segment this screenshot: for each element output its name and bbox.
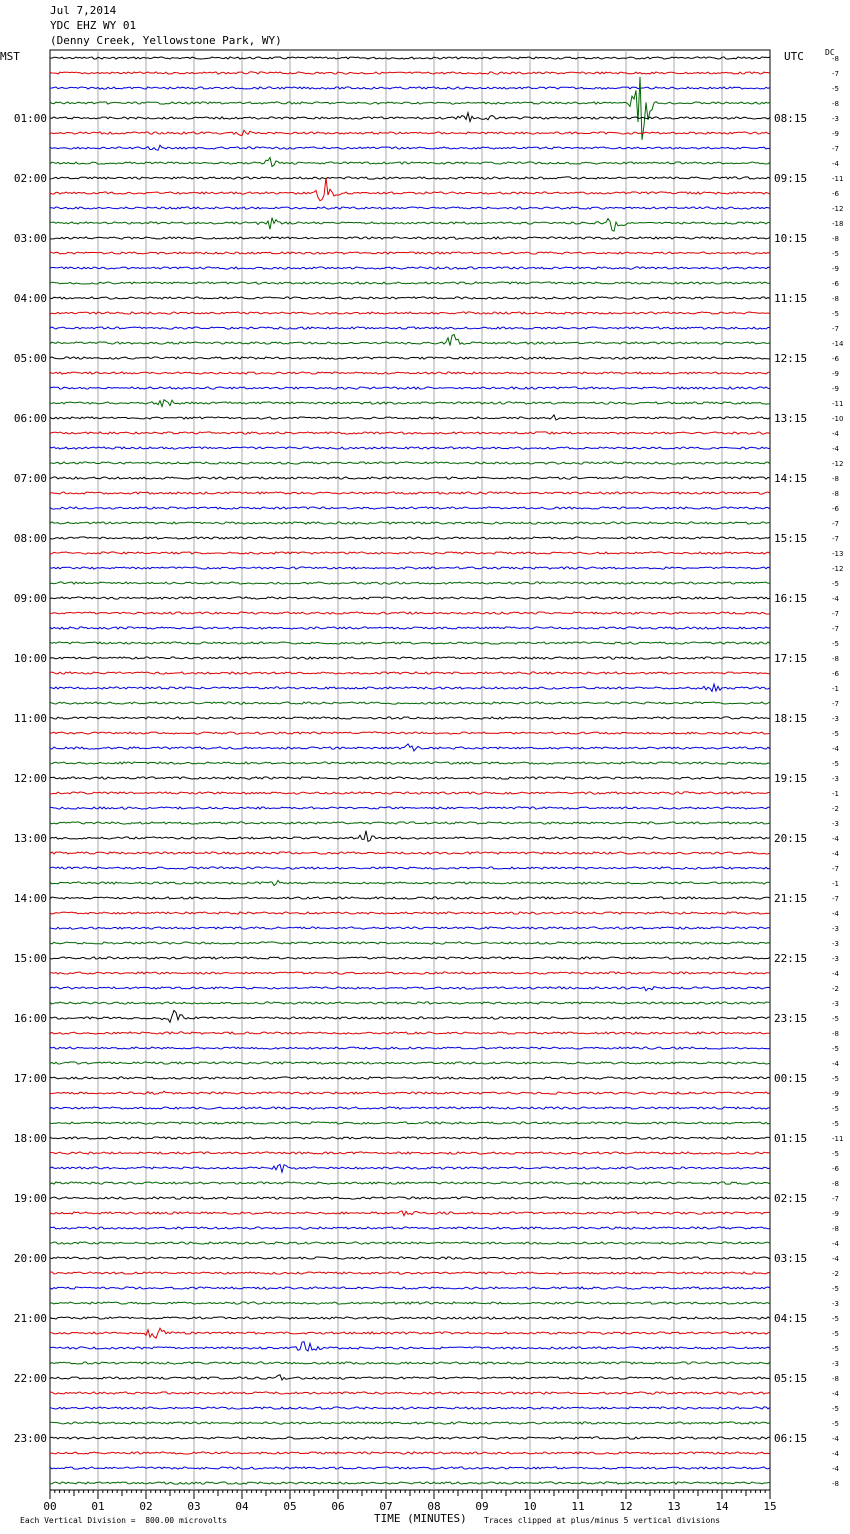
dc-offset-value: -4 — [832, 1450, 839, 1458]
dc-offset-header: DC — [825, 48, 835, 57]
x-tick-label: 07 — [379, 1500, 393, 1513]
right-hour-label: 02:15 — [774, 1192, 808, 1205]
dc-offset-value: -4 — [832, 835, 839, 843]
dc-offset-value: -9 — [832, 370, 839, 378]
trace-row — [50, 927, 770, 929]
left-hour-label: 22:00 — [13, 1372, 47, 1385]
trace-row — [50, 237, 770, 239]
trace-row — [50, 1182, 770, 1184]
dc-offset-value: -18 — [832, 220, 844, 228]
trace-row — [50, 177, 770, 179]
dc-offset-value: -8 — [832, 1225, 839, 1233]
dc-offset-value: -4 — [832, 595, 839, 603]
dc-offset-value: -11 — [832, 400, 844, 408]
plot-frame — [50, 50, 770, 1490]
left-hour-label: 08:00 — [13, 532, 47, 545]
dc-offset-value: -5 — [832, 1315, 839, 1323]
right-hour-label: 20:15 — [774, 832, 808, 845]
dc-offset-value: -9 — [832, 385, 839, 393]
trace-row — [50, 822, 770, 824]
dc-offset-value: -7 — [832, 895, 839, 903]
right-hour-label: 12:15 — [774, 352, 808, 365]
right-hour-label: 00:15 — [774, 1072, 808, 1085]
dc-offset-value: -9 — [832, 130, 839, 138]
dc-offset-value: -4 — [832, 1465, 839, 1473]
right-hour-label: 09:15 — [774, 172, 808, 185]
left-hour-label: 23:00 — [13, 1432, 47, 1445]
trace-row — [50, 218, 770, 232]
left-hour-label: 06:00 — [13, 412, 47, 425]
dc-offset-value: -8 — [832, 295, 839, 303]
left-hour-label: 14:00 — [13, 892, 47, 905]
trace-row — [50, 1392, 770, 1394]
trace-row — [50, 77, 770, 140]
dc-offset-value: -6 — [832, 355, 839, 363]
right-hour-label: 13:15 — [774, 412, 808, 425]
right-hour-label: 18:15 — [774, 712, 808, 725]
left-hour-label: 03:00 — [13, 232, 47, 245]
dc-offset-value: -3 — [832, 925, 839, 933]
dc-offset-value: -8 — [832, 1180, 839, 1188]
trace-row — [50, 522, 770, 524]
dc-offset-value: -9 — [832, 265, 839, 273]
dc-offset-value: -3 — [832, 955, 839, 963]
trace-row — [50, 1062, 770, 1064]
trace-row — [50, 1437, 770, 1439]
trace-row — [50, 1197, 770, 1199]
dc-offset-value: -4 — [832, 445, 839, 453]
x-tick-label: 12 — [619, 1500, 633, 1513]
right-hour-label: 16:15 — [774, 592, 808, 605]
left-hour-label: 15:00 — [13, 952, 47, 965]
dc-offset-value: -4 — [832, 1240, 839, 1248]
dc-offset-value: -7 — [832, 865, 839, 873]
trace-row — [50, 852, 770, 854]
dc-offset-value: -5 — [832, 310, 839, 318]
trace-row — [50, 672, 770, 674]
left-hour-label: 17:00 — [13, 1072, 47, 1085]
trace-row — [50, 207, 770, 209]
dc-offset-value: -4 — [832, 1390, 839, 1398]
dc-offset-value: -5 — [832, 760, 839, 768]
x-tick-label: 03 — [187, 1500, 201, 1513]
dc-offset-value: -8 — [832, 1375, 839, 1383]
trace-row — [50, 72, 770, 74]
trace-row — [50, 717, 770, 719]
dc-offset-value: -5 — [832, 1285, 839, 1293]
dc-offset-value: -2 — [832, 805, 839, 813]
left-hour-label: 19:00 — [13, 1192, 47, 1205]
dc-offset-value: -4 — [832, 850, 839, 858]
trace-row — [50, 1107, 770, 1109]
dc-offset-value: -1 — [832, 880, 839, 888]
dc-offset-value: -1 — [832, 790, 839, 798]
dc-offset-value: -7 — [832, 625, 839, 633]
dc-offset-value: -3 — [832, 1000, 839, 1008]
trace-row — [50, 684, 770, 691]
dc-offset-value: -9 — [832, 1090, 839, 1098]
x-tick-label: 08 — [427, 1500, 441, 1513]
dc-offset-value: -5 — [832, 1075, 839, 1083]
dc-offset-value: -8 — [832, 100, 839, 108]
trace-row — [50, 1452, 770, 1454]
trace-row — [50, 1242, 770, 1244]
right-hour-label: 10:15 — [774, 232, 808, 245]
trace-row — [50, 972, 770, 974]
x-tick-label: 05 — [283, 1500, 297, 1513]
dc-offset-value: -3 — [832, 940, 839, 948]
dc-offset-value: -12 — [832, 205, 844, 213]
trace-row — [50, 507, 770, 509]
dc-offset-value: -1 — [832, 685, 839, 693]
dc-offset-value: -4 — [832, 1255, 839, 1263]
trace-row — [50, 582, 770, 584]
dc-offset-value: -4 — [832, 160, 839, 168]
trace-row — [50, 1002, 770, 1004]
dc-offset-value: -4 — [832, 910, 839, 918]
dc-offset-value: -7 — [832, 70, 839, 78]
dc-offset-value: -6 — [832, 670, 839, 678]
trace-row — [50, 432, 770, 434]
trace-row — [50, 732, 770, 734]
dc-offset-value: -6 — [832, 190, 839, 198]
dc-offset-value: -4 — [832, 1435, 839, 1443]
trace-row — [50, 400, 770, 407]
dc-offset-value: -5 — [832, 85, 839, 93]
trace-row — [50, 372, 770, 374]
trace-row — [50, 335, 770, 346]
dc-offset-value: -9 — [832, 1210, 839, 1218]
trace-row — [50, 1467, 770, 1469]
trace-row — [50, 880, 770, 885]
trace-row — [50, 1328, 770, 1338]
dc-offset-value: -4 — [832, 970, 839, 978]
dc-offset-value: -3 — [832, 775, 839, 783]
trace-row — [50, 387, 770, 389]
dc-offset-value: -5 — [832, 580, 839, 588]
dc-offset-value: -13 — [832, 550, 844, 558]
right-hour-label: 17:15 — [774, 652, 808, 665]
dc-offset-value: -5 — [832, 1105, 839, 1113]
right-hour-label: 05:15 — [774, 1372, 808, 1385]
x-tick-label: 10 — [523, 1500, 537, 1513]
dc-offset-value: -6 — [832, 280, 839, 288]
right-hour-label: 08:15 — [774, 112, 808, 125]
x-tick-label: 06 — [331, 1500, 345, 1513]
trace-row — [50, 867, 770, 869]
right-hour-label: 01:15 — [774, 1132, 808, 1145]
dc-offset-value: -2 — [832, 985, 839, 993]
trace-row — [50, 831, 770, 842]
trace-row — [50, 1211, 770, 1216]
trace-row — [50, 957, 770, 959]
trace-row — [50, 744, 770, 751]
header-location: (Denny Creek, Yellowstone Park, WY) — [50, 34, 282, 47]
trace-row — [50, 1287, 770, 1289]
dc-offset-value: -3 — [832, 820, 839, 828]
scale-note: Each Vertical Division = 800.00 microvolts — [20, 1516, 228, 1525]
right-hour-label: 03:15 — [774, 1252, 808, 1265]
trace-row — [50, 87, 770, 89]
trace-row — [50, 1137, 770, 1139]
dc-offset-value: -12 — [832, 460, 844, 468]
trace-row — [50, 912, 770, 914]
dc-offset-value: -7 — [832, 145, 839, 153]
dc-offset-value: -11 — [832, 175, 844, 183]
trace-row — [50, 357, 770, 359]
dc-offset-value: -3 — [832, 115, 839, 123]
trace-row — [50, 158, 770, 167]
dc-offset-value: -7 — [832, 1195, 839, 1203]
left-hour-label: 09:00 — [13, 592, 47, 605]
dc-offset-value: -6 — [832, 1165, 839, 1173]
trace-row — [50, 145, 770, 150]
trace-row — [50, 1317, 770, 1319]
trace-row — [50, 1122, 770, 1124]
trace-row — [50, 297, 770, 299]
trace-row — [50, 1342, 770, 1351]
x-tick-label: 13 — [667, 1500, 681, 1513]
x-tick-label: 14 — [715, 1500, 729, 1513]
trace-row — [50, 130, 770, 135]
left-hour-label: 11:00 — [13, 712, 47, 725]
trace-row — [50, 1227, 770, 1229]
dc-offset-value: -3 — [832, 1360, 839, 1368]
trace-row — [50, 415, 770, 420]
dc-offset-value: -5 — [832, 640, 839, 648]
left-hour-label: 16:00 — [13, 1012, 47, 1025]
dc-offset-value: -7 — [832, 535, 839, 543]
right-hour-label: 23:15 — [774, 1012, 808, 1025]
header-date: Jul 7,2014 — [50, 4, 117, 17]
trace-row — [50, 987, 770, 991]
trace-row — [50, 597, 770, 599]
left-hour-label: 21:00 — [13, 1312, 47, 1325]
dc-offset-value: -5 — [832, 1345, 839, 1353]
trace-row — [50, 327, 770, 329]
x-tick-label: 00 — [43, 1500, 57, 1513]
dc-offset-value: -14 — [832, 340, 844, 348]
trace-row — [50, 657, 770, 659]
dc-offset-value: -8 — [832, 1480, 839, 1488]
dc-offset-value: -5 — [832, 1150, 839, 1158]
trace-row — [50, 492, 770, 494]
right-timezone-label: UTC — [784, 50, 804, 63]
x-tick-label: 09 — [475, 1500, 489, 1513]
dc-offset-value: -4 — [832, 430, 839, 438]
left-timezone-label: MST — [0, 50, 20, 63]
dc-offset-value: -5 — [832, 1120, 839, 1128]
x-tick-label: 01 — [91, 1500, 105, 1513]
trace-row — [50, 178, 770, 201]
dc-offset-value: -4 — [832, 745, 839, 753]
left-hour-label: 20:00 — [13, 1252, 47, 1265]
right-hour-label: 06:15 — [774, 1432, 808, 1445]
left-hour-label: 01:00 — [13, 112, 47, 125]
trace-row — [50, 762, 770, 764]
dc-offset-value: -5 — [832, 1015, 839, 1023]
trace-row — [50, 777, 770, 779]
dc-offset-value: -5 — [832, 730, 839, 738]
trace-row — [50, 1152, 770, 1154]
left-hour-label: 13:00 — [13, 832, 47, 845]
trace-row — [50, 1091, 770, 1094]
dc-offset-value: -4 — [832, 1060, 839, 1068]
left-hour-label: 12:00 — [13, 772, 47, 785]
dc-offset-value: -8 — [832, 235, 839, 243]
trace-row — [50, 1077, 770, 1079]
dc-offset-value: -2 — [832, 1270, 839, 1278]
trace-row — [50, 267, 770, 269]
trace-row — [50, 552, 770, 554]
dc-offset-value: -8 — [832, 490, 839, 498]
left-hour-label: 10:00 — [13, 652, 47, 665]
trace-row — [50, 897, 770, 899]
trace-row — [50, 252, 770, 254]
dc-offset-value: -5 — [832, 1045, 839, 1053]
trace-row — [50, 1272, 770, 1274]
dc-offset-value: -7 — [832, 610, 839, 618]
dc-offset-value: -5 — [832, 250, 839, 258]
clip-note: Traces clipped at plus/minus 5 vertical divisions — [484, 1516, 721, 1525]
x-tick-label: 15 — [763, 1500, 777, 1513]
dc-offset-value: -5 — [832, 1405, 839, 1413]
trace-row — [50, 1362, 770, 1364]
trace-row — [50, 1407, 770, 1409]
trace-row — [50, 462, 770, 464]
trace-row — [50, 282, 770, 284]
trace-row — [50, 113, 770, 122]
left-hour-label: 04:00 — [13, 292, 47, 305]
right-hour-label: 11:15 — [774, 292, 808, 305]
right-hour-label: 04:15 — [774, 1312, 808, 1325]
dc-offset-value: -8 — [832, 55, 839, 63]
dc-offset-value: -8 — [832, 655, 839, 663]
right-hour-label: 22:15 — [774, 952, 808, 965]
trace-row — [50, 477, 770, 479]
trace-row — [50, 702, 770, 704]
trace-row — [50, 942, 770, 944]
dc-offset-value: -3 — [832, 715, 839, 723]
trace-row — [50, 1164, 770, 1172]
dc-offset-value: -11 — [832, 1135, 844, 1143]
dc-offset-value: -8 — [832, 1030, 839, 1038]
dc-offset-value: -7 — [832, 325, 839, 333]
right-hour-label: 15:15 — [774, 532, 808, 545]
trace-row — [50, 1010, 770, 1022]
trace-row — [50, 1422, 770, 1424]
trace-row — [50, 57, 770, 59]
dc-offset-value: -5 — [832, 1420, 839, 1428]
trace-row — [50, 1047, 770, 1049]
dc-offset-value: -3 — [832, 1300, 839, 1308]
trace-row — [50, 1482, 770, 1484]
trace-row — [50, 312, 770, 314]
dc-offset-value: -5 — [832, 1330, 839, 1338]
trace-row — [50, 792, 770, 794]
left-hour-label: 18:00 — [13, 1132, 47, 1145]
x-tick-label: 02 — [139, 1500, 153, 1513]
trace-row — [50, 1302, 770, 1304]
trace-row — [50, 567, 770, 569]
trace-row — [50, 627, 770, 629]
left-hour-label: 07:00 — [13, 472, 47, 485]
right-hour-label: 21:15 — [774, 892, 808, 905]
trace-row — [50, 807, 770, 809]
x-axis-title: TIME (MINUTES) — [374, 1512, 467, 1525]
dc-offset-value: -7 — [832, 520, 839, 528]
dc-offset-value: -7 — [832, 700, 839, 708]
dc-offset-value: -6 — [832, 505, 839, 513]
left-hour-label: 02:00 — [13, 172, 47, 185]
right-hour-label: 14:15 — [774, 472, 808, 485]
trace-row — [50, 612, 770, 614]
x-tick-label: 11 — [571, 1500, 585, 1513]
trace-row — [50, 642, 770, 644]
dc-offset-value: -12 — [832, 565, 844, 573]
dc-offset-value: -8 — [832, 475, 839, 483]
header-station: YDC EHZ WY 01 — [50, 19, 137, 32]
trace-row — [50, 537, 770, 539]
right-hour-label: 19:15 — [774, 772, 808, 785]
x-tick-label: 04 — [235, 1500, 249, 1513]
trace-row — [50, 1032, 770, 1034]
trace-row — [50, 1375, 770, 1380]
trace-row — [50, 1257, 770, 1259]
trace-row — [50, 447, 770, 449]
dc-offset-value: -10 — [832, 415, 844, 423]
left-hour-label: 05:00 — [13, 352, 47, 365]
